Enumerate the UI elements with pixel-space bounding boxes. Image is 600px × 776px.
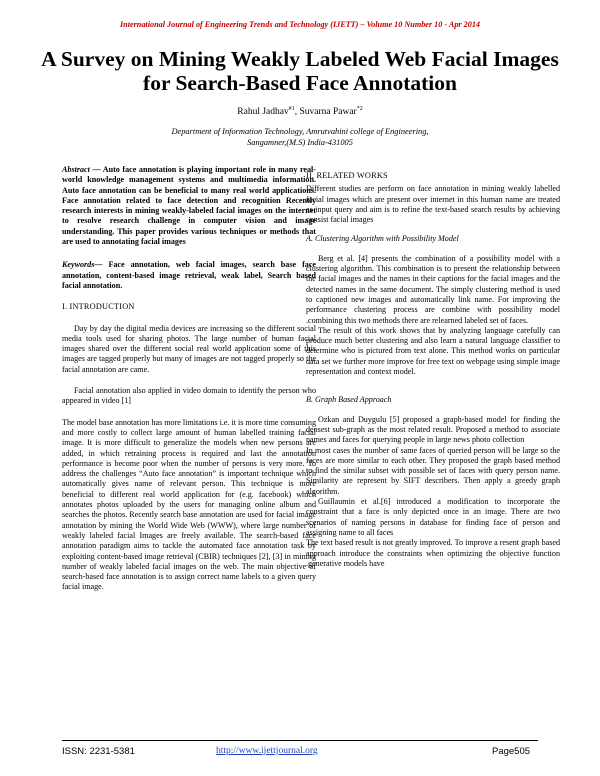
subsection-a-heading: A. Clustering Algorithm with Possibility Model (306, 234, 459, 244)
affiliation-line-2: Sangamner,(M.S) India-431005 (247, 138, 353, 147)
intro-paragraph-3: The model base annotation has more limitations i.e. it is more time consuming and more costly to collect large amount of human labelled training facial image. It is more difficult to generalize the models when new persons are added, in which retraining process is required and last the annotation performance is become poor when the number of persons is very more. To address the challenges “Auto face annotation” is important technique which automatically gives name of relevant person. This technique is more beneficial to different real world application for (e.g. facebook) which annotates photos uploaded by the users for managing online album and searches the photos. Recently search base annotation are used for facial image annotation by mining the World Wide Web (WWW), where large number of weakly labeled facial Images are freely available. The search-based face annotation paradigm aims to tackle the automated face annotation task by exploiting content-based image retrieval (CBIR) techniques [2], [3] in mining number of weakly labeled facial images on the web. The main objective of search-based face annotation is to assign correct name labels to a given query facial image. (62, 417, 317, 592)
subsection-a-paragraph-2: The result of this work shows that by analyzing language carefully can produce much better clustering and also learn a natural language classifier to determine who is pictured from text alone. This method works on particular data set we further more improve for free text on webpage using simple image representation and context model. (306, 325, 560, 377)
left-column (62, 165, 316, 593)
intro-paragraph-1: Day by day the digital media devices are increasing so the different social media tools used for sharing photos. The large number of human facial images shared over the different social real world application some of this images are tagged properly but many of images are not tagged properly so the facial annotation are came. (62, 323, 316, 374)
affiliation (100, 126, 500, 148)
author-1: Rahul Jadhav (237, 107, 289, 118)
author-separator: , (294, 107, 300, 118)
subsection-b-paragraph-3: Guillaumin et al.[6] introduced a modification to incorporate the constraint that a face is only depicted once in an image. There are two scenarios of naming persons in database for finding face of person and assigning name to all faces (306, 497, 560, 537)
section-related-works-heading: II. RELATED WORKS (306, 171, 388, 180)
abstract (62, 165, 316, 247)
author-2: Suvarna Pawar (299, 107, 357, 118)
subsection-a-paragraph-1: Berg et al. [4] presents the combination of a possibility model with a clustering algorithm. This combination is to present the relationship between the facial images and the names in their captions for the facial images and the detected names in the same document. The simply clustering method is used to captioned new images and automatically link name. For improving the performance clustering process are combine with possibility model .combining this two methods there are relearned labeled set of faces. (306, 253, 560, 325)
section-introduction-heading: I. INTRODUCTION (62, 302, 135, 312)
author-1-mark: #1 (288, 106, 295, 112)
keywords-text: Face annotation, web facial images, search base face annotation, content-based image retrieval, weak label, Search based facial annotation. (62, 260, 316, 290)
subsection-b-paragraph-4: The text based result is not greatly improved. To improve a resent graph based approach introduce the constraints when optimizing the objective function .generative models have (306, 538, 560, 568)
footer-rule (62, 740, 538, 741)
page-footer (0, 746, 600, 762)
journal-header: International Journal of Engineering Trends and Technology (IJETT) – Volume 10 Number 10 - Apr 2014 (119, 20, 481, 29)
subsection-b-paragraph-2: In most cases the number of same faces of queried person will be large so the faces are more similar to each other. They proposed the graph based method to find the similar subset with possible set of faces with query person name. Similarity are represent by SIFT describers. Then apply a greedy graph algorithm. (306, 445, 560, 496)
keywords (62, 260, 316, 291)
keywords-label: Keywords— (62, 260, 103, 270)
footer-url-link[interactable]: http://www.ijettjournal.org (216, 746, 318, 756)
related-paragraph-1: Different studies are perform on face annotation in mining weakly labelled facial images which are present over internet in this human name are treated as input query and aim is to refine the text-based search results by achieving consist facial images (306, 184, 560, 225)
subsection-b-paragraph-1: Ozkan and Duygulu [5] proposed a graph-based model for finding the densest sub-graph as the most related result. Proposed a method to associate names and faces for querying people in large news photo collection (306, 414, 560, 445)
intro-paragraph-2: Facial annotation also applied in video domain to identify the person who appeared in video [1] (62, 386, 316, 406)
abstract-label: Abstract (62, 165, 90, 174)
footer-page-number: Page505 (492, 746, 531, 757)
authors (0, 106, 600, 117)
paper-title: A Survey on Mining Weakly Labeled Web Facial Images for Search-Based Face Annotation (41, 47, 559, 95)
right-column (306, 165, 560, 569)
author-2-mark: *2 (356, 106, 363, 112)
subsection-b-heading: B. Graph Based Approach (306, 395, 392, 405)
abstract-text: — Auto face annotation is playing important role in many real-world knowledge management systems and multimedia information. Auto face annotation can be beneficial to many real world applications. Face annotation related to face detection and recognition Recently research interests in mining weakly-labeled facial images on the internet to resolve research challenge in computer vision and image understanding. This paper provides various techniques or methods that are used to annotating facial images (62, 165, 316, 247)
affiliation-line-1: Department of Information Technology, Amrutvahini college of Engineering, (171, 127, 429, 136)
footer-issn: ISSN: 2231-5381 (62, 746, 135, 757)
